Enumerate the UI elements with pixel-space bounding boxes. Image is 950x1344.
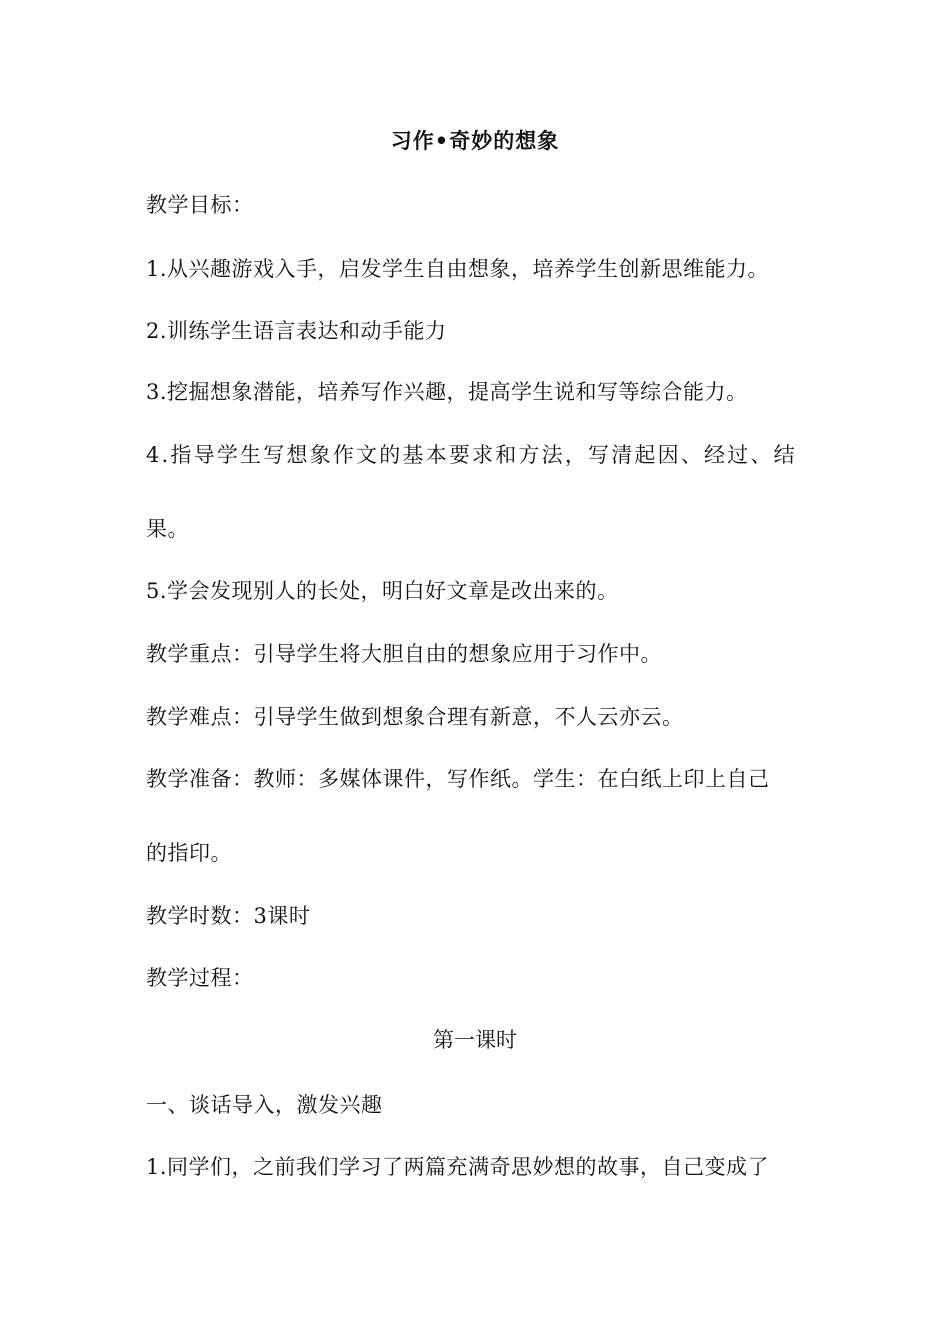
section-1-heading: 一、谈话导入，激发兴趣 bbox=[146, 1093, 383, 1117]
key-point: 教学重点：引导学生将大胆自由的想象应用于习作中。 bbox=[146, 642, 662, 666]
document-title: 习作•奇妙的想象 bbox=[390, 129, 560, 153]
goal-3: 3.挖掘想象潜能，培养写作兴趣，提高学生说和写等综合能力。 bbox=[146, 380, 748, 404]
preparation-line-1: 教学准备：教师：多媒体课件，写作纸。学生：在白纸上印上自己 bbox=[146, 767, 770, 791]
goal-4-line-2: 果。 bbox=[146, 517, 189, 541]
preparation-line-2: 的指印。 bbox=[146, 841, 232, 865]
goal-2: 2.训练学生语言表达和动手能力 bbox=[146, 319, 447, 343]
teaching-hours: 教学时数：3课时 bbox=[146, 904, 311, 928]
process-heading: 教学过程： bbox=[146, 966, 254, 990]
difficulty: 教学难点：引导学生做到想象合理有新意，不人云亦云。 bbox=[146, 705, 684, 729]
goal-1: 1.从兴趣游戏入手，启发学生自由想象，培养学生创新思维能力。 bbox=[146, 257, 770, 281]
step-1: 1.同学们，之前我们学习了两篇充满奇思妙想的故事，自己变成了 bbox=[146, 1155, 770, 1179]
lesson-heading: 第一课时 bbox=[433, 1028, 517, 1052]
goals-heading: 教学目标： bbox=[146, 193, 254, 217]
goal-5: 5.学会发现别人的长处，明白好文章是改出来的。 bbox=[146, 579, 619, 603]
goal-4-line-1: 4.指导学生写想象作文的基本要求和方法，写清起因、经过、结 bbox=[146, 443, 797, 467]
